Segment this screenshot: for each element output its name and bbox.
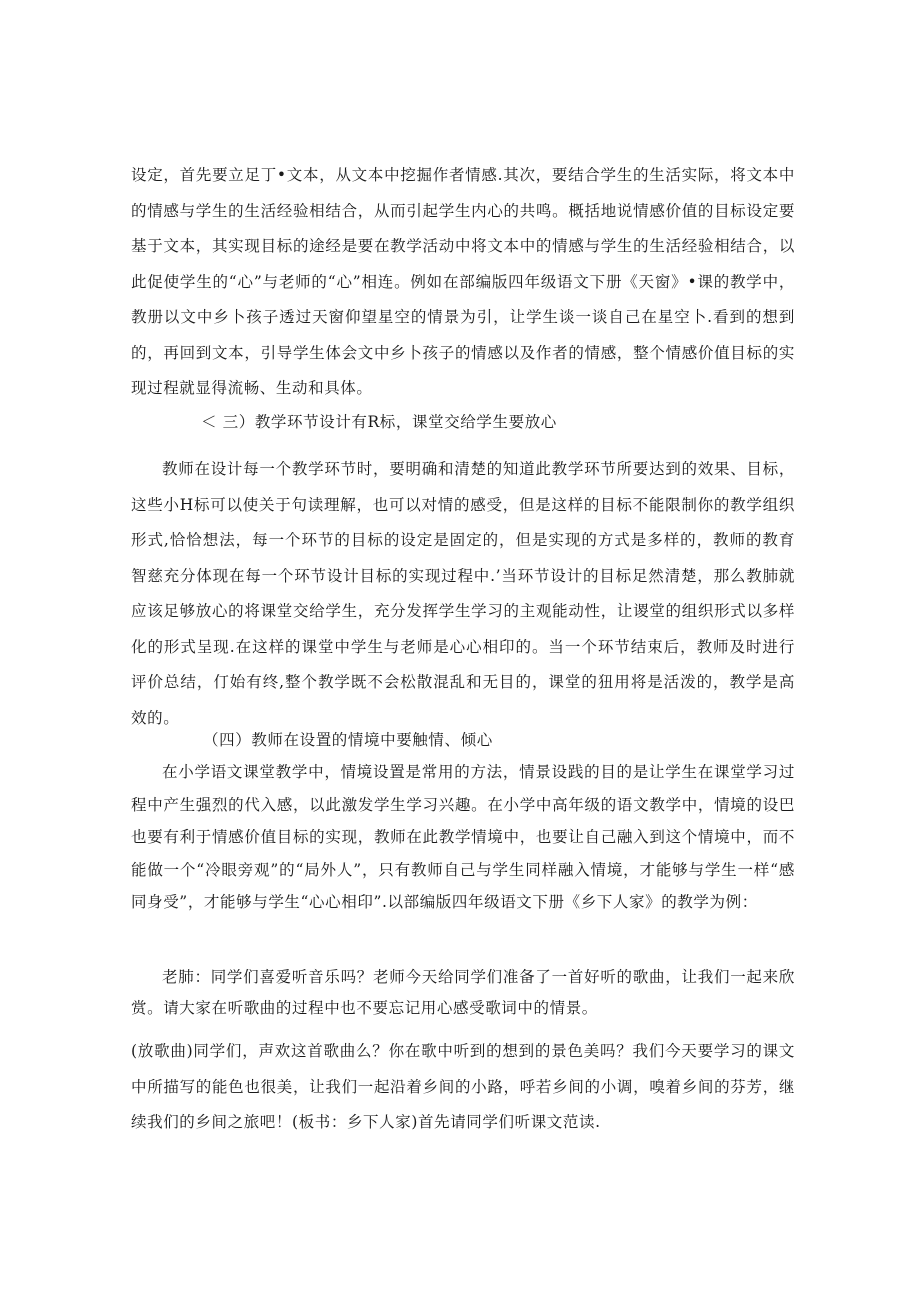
body-paragraph-teaching-steps: 教师在设计每一个教学环节时，要明确和清楚的知道此教学环节所要达到的效果、目标，这些小H标可以使关于句读理解，也可以对情的感受，但是这样的目标不能限制你的教学组织形式,恰恰想法，每一个环节的目标的设定是固定的，但是实现的方式是多样的，教师的教育智慈充分体现在每一个环节设计目标的实现过程中.’当环节设计的目标足然清楚，那么教肺就应该足够放心的将课堂交给学生，充分发挥学生学习的主观能动性，让谡堂的组织形式以多样化的形式呈现.在这样的课堂中学生与老师是心心相印的。当一个环节结束后，教师及时进行评价总结，仃始有终,整个教学既不会松散混乱和无目的，课堂的狃用将是活泼的，教学是高效的。 bbox=[131, 460, 795, 727]
section-heading-4: （四）教师在设置的情境中要触情、倾心 bbox=[203, 731, 493, 749]
body-paragraph-situation-setting: 在小学语文课堂教学中，情境设置是常用的方法，情景设践的目的是让学生在课堂学习过程中产生强烈的代入感，以此激发学生学习兴趣。在小学中高年级的语文教学中，情境的设巴也要有利于情感价值目标的实现，教师在此教学情境中，也要让自己融入到这个情境中，而不能做一个“冷眼旁观”的“局外人”，只有教师自己与学生同样融入情境，才能够与学生一样“感同身受”，才能够与学生“心心相印”.以部编版四年级语文下册《乡下人家》的教学为例： bbox=[131, 763, 795, 911]
body-paragraph-song-activity: (放歌曲)同学们，声欢这首歌曲么？你在歌中听到的想到的景色美吗？我们今天要学习的课文中所描写的能色也很美，让我们一起沿着乡间的小路，呼若乡间的小调，嗅着乡间的芬芳，继续我们的乡间之旅吧！(板书：乡下人家)首先请同学们听课文范读. bbox=[131, 1042, 795, 1131]
section-heading-3: ＜ 三）教学环节设计有R标，课堂交给学生要放心 bbox=[201, 413, 557, 431]
body-paragraph-teacher-dialogue: 老肺：同学们喜爱听音乐吗？老师今天给同学们准备了一首好听的歌曲，让我们一起来欣赏。请大家在听歌曲的过程中也不要忘记用心感受歌词中的情景。 bbox=[131, 968, 795, 1017]
body-paragraph-emotion-goal: 设定，首先要立足丁•文本，从文本中挖掘作者情感.其次，要结合学生的生活实际，将文本中的情感与学生的生活经验相结合，从而引起学生内心的共鸣。概括地说情感价值的目标设定要基于文本，其实现目标的途经是要在教学活动中将文本中的情感与学生的生活经验相结合，以此促使学生的“心”与老师的“心”相连。例如在部编版四年级语文下册《天窗》•课的教学中，教册以文中乡卜孩子透过天窗仰望星空的情景为引，让学生谈一谈自己在星空卜.看到的想到的，再回到文本，引导学生体会文中乡卜孩子的情感以及作者的情感，整个情感价值目标的实现过程就显得流畅、生动和具体。 bbox=[131, 166, 795, 397]
